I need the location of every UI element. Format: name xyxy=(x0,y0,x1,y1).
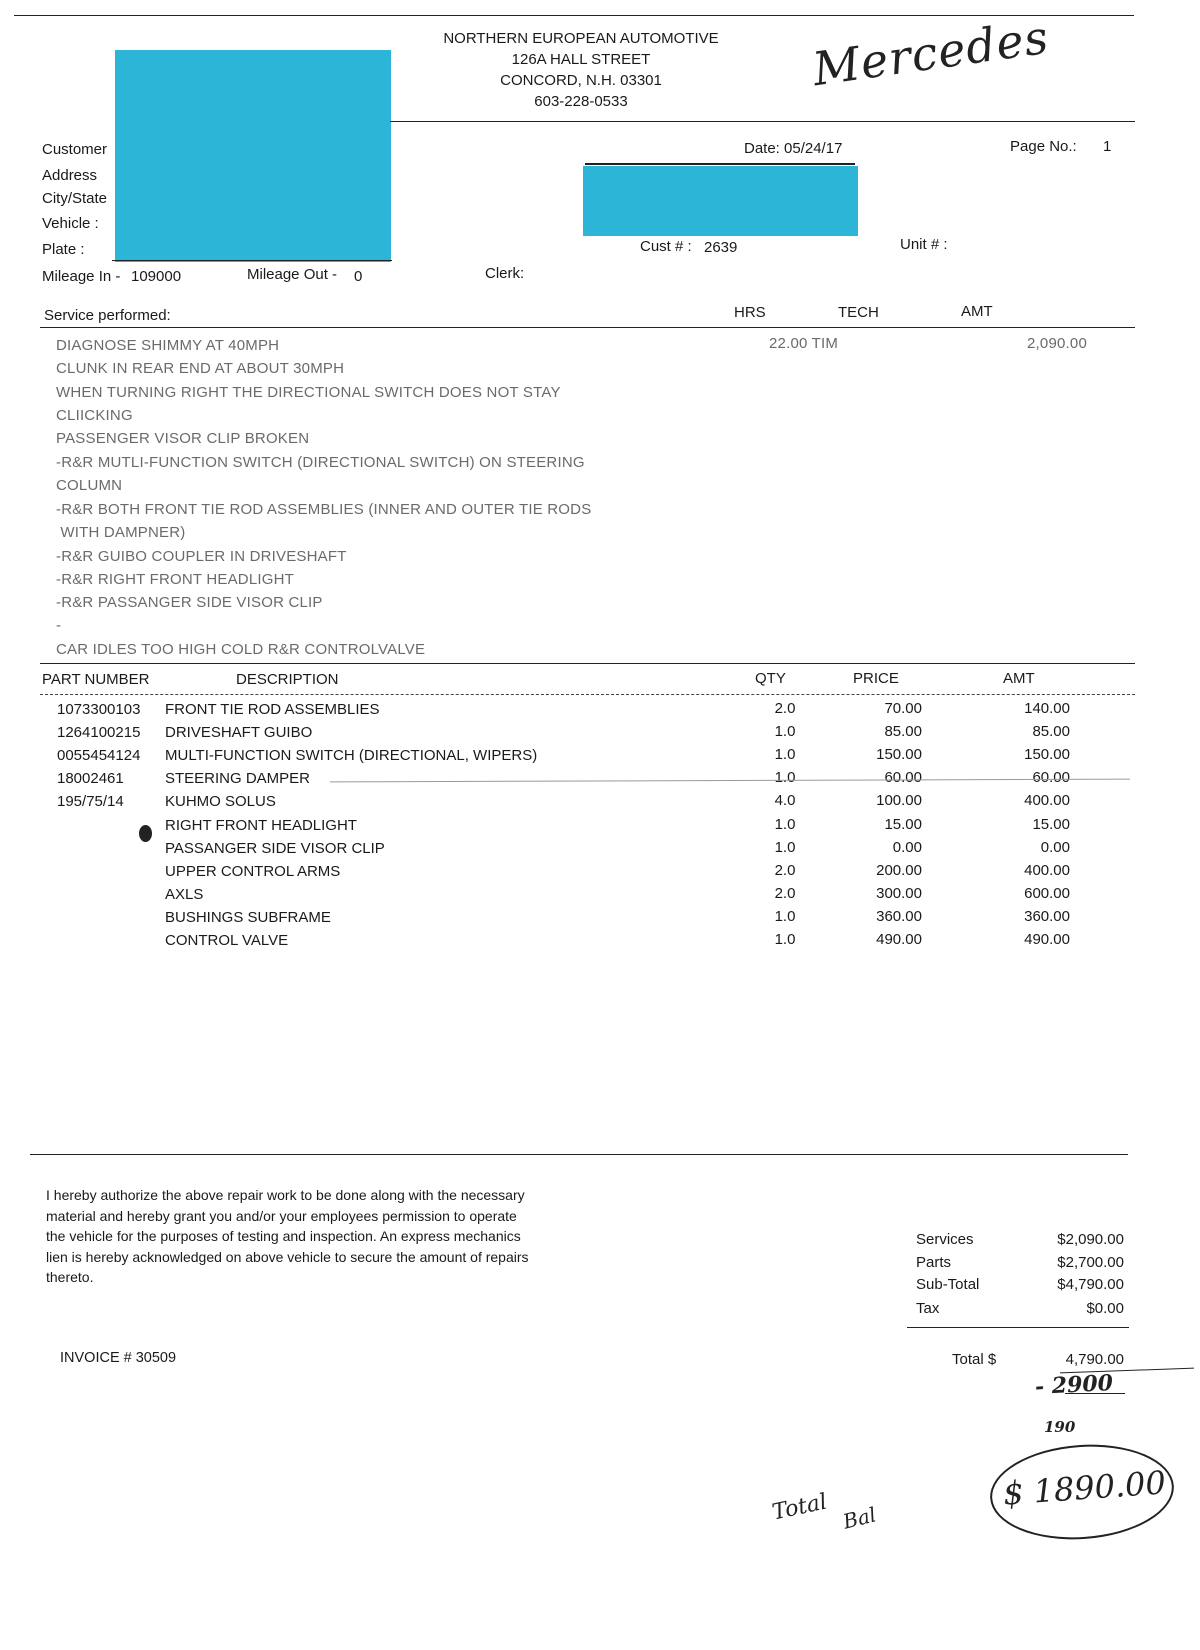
services-total-value: $2,090.00 xyxy=(1057,1231,1124,1248)
service-line: DIAGNOSE SHIMMY AT 40MPH xyxy=(56,337,280,354)
authorization-line: material and hereby grant you and/or your employees permission to operate xyxy=(46,1207,517,1224)
qty-cell: 2.0 xyxy=(774,885,796,902)
description-cell: PASSANGER SIDE VISOR CLIP xyxy=(165,840,385,857)
price-cell: 300.00 xyxy=(876,885,922,902)
qty-cell: 2.0 xyxy=(774,700,796,717)
service-line: -R&R BOTH FRONT TIE ROD ASSEMBLIES (INNER AND OUTER TIE RODS xyxy=(56,501,592,518)
redacted-vehicle-block xyxy=(583,166,858,236)
shop-street: 126A HALL STREET xyxy=(511,51,651,68)
description-cell: UPPER CONTROL ARMS xyxy=(165,863,341,880)
mileage-out-label: Mileage Out - xyxy=(247,266,338,283)
amt-cell: 360.00 xyxy=(1024,908,1070,925)
authorization-line: thereto. xyxy=(46,1269,94,1285)
price-cell: 100.00 xyxy=(876,792,922,809)
amt-cell: 150.00 xyxy=(1024,746,1070,763)
amt-cell: 140.00 xyxy=(1024,700,1070,717)
service-hrs-header: HRS xyxy=(734,304,766,321)
handwritten-strike xyxy=(1065,1393,1125,1394)
description-cell: FRONT TIE ROD ASSEMBLIES xyxy=(165,701,380,718)
qty-cell: 1.0 xyxy=(774,908,796,925)
description-cell: MULTI-FUNCTION SWITCH (DIRECTIONAL, WIPERS) xyxy=(165,747,538,764)
price-header: PRICE xyxy=(853,670,899,687)
tax-value: $0.00 xyxy=(1086,1300,1124,1317)
price-cell: 70.00 xyxy=(884,700,922,717)
amt-cell: 400.00 xyxy=(1024,862,1070,879)
part-number-cell: 1073300103 xyxy=(57,701,141,718)
total-label: Total $ xyxy=(952,1351,997,1368)
clerk-label: Clerk: xyxy=(485,265,525,282)
service-hrs-tech: 22.00 TIM xyxy=(769,335,839,352)
service-amt-header: AMT xyxy=(961,303,993,320)
amt-cell: 85.00 xyxy=(1032,723,1070,740)
plate-label: Plate : xyxy=(42,241,85,258)
service-line: -R&R PASSANGER SIDE VISOR CLIP xyxy=(56,594,323,611)
unit-label: Unit # : xyxy=(900,236,948,253)
description-cell: RIGHT FRONT HEADLIGHT xyxy=(165,817,357,834)
tax-label: Tax xyxy=(916,1300,940,1317)
vehicle-label: Vehicle : xyxy=(42,215,99,232)
subtotal-label: Sub-Total xyxy=(916,1276,980,1293)
service-line: -R&R GUIBO COUPLER IN DRIVESHAFT xyxy=(56,548,347,565)
qty-cell: 4.0 xyxy=(774,792,796,809)
parts-total-value: $2,700.00 xyxy=(1057,1254,1124,1271)
amt-cell: 400.00 xyxy=(1024,792,1070,809)
amt-cell: 490.00 xyxy=(1024,931,1070,948)
price-cell: 60.00 xyxy=(884,769,922,786)
amt-header: AMT xyxy=(1003,670,1035,687)
price-cell: 490.00 xyxy=(876,931,922,948)
shop-city: CONCORD, N.H. 03301 xyxy=(500,72,662,89)
part-number-header: PART NUMBER xyxy=(42,671,150,688)
qty-cell: 1.0 xyxy=(774,816,796,833)
address-label: Address xyxy=(42,167,98,184)
service-line: -R&R MUTLI-FUNCTION SWITCH (DIRECTIONAL SWITCH) ON STEERING xyxy=(56,454,585,471)
service-line: CAR IDLES TOO HIGH COLD R&R CONTROLVALVE xyxy=(56,641,426,658)
page-no: 1 xyxy=(1103,138,1112,155)
description-cell: STEERING DAMPER xyxy=(165,770,311,787)
mileage-in-label: Mileage In - xyxy=(42,268,121,285)
invoice-date: Date: 05/24/17 xyxy=(744,140,843,157)
invoice-number: INVOICE # 30509 xyxy=(60,1350,177,1366)
price-cell: 360.00 xyxy=(876,908,922,925)
part-number-cell: 0055454124 xyxy=(57,747,141,764)
handwritten-small-note: 190 xyxy=(1044,1418,1076,1436)
service-line: WITH DAMPNER) xyxy=(56,524,186,541)
shop-phone: 603-228-0533 xyxy=(534,93,628,110)
city-state-label: City/State xyxy=(42,190,108,207)
handwritten-make: Mercedes xyxy=(809,9,1053,97)
description-cell: AXLS xyxy=(165,886,204,903)
amt-cell: 60.00 xyxy=(1032,769,1070,786)
handwritten-minus: - 2900 xyxy=(1034,1369,1114,1401)
qty-cell: 1.0 xyxy=(774,839,796,856)
mileage-out: 0 xyxy=(354,268,363,285)
qty-cell: 1.0 xyxy=(774,723,796,740)
service-line: CLUNK IN REAR END AT ABOUT 30MPH xyxy=(56,360,345,377)
description-cell: BUSHINGS SUBFRAME xyxy=(165,909,331,926)
amt-cell: 0.00 xyxy=(1040,839,1070,856)
description-header: DESCRIPTION xyxy=(236,671,339,688)
total-value: 4,790.00 xyxy=(1065,1351,1124,1368)
ink-blot xyxy=(139,825,152,842)
authorization-line: I hereby authorize the above repair work to be done along with the necessary xyxy=(46,1187,525,1203)
qty-cell: 2.0 xyxy=(774,862,796,879)
handwritten-bal-word: Bal xyxy=(840,1502,879,1534)
description-cell: CONTROL VALVE xyxy=(165,932,289,949)
description-cell: KUHMO SOLUS xyxy=(165,793,276,810)
price-cell: 15.00 xyxy=(884,816,922,833)
part-number-cell: 18002461 xyxy=(57,770,124,787)
price-cell: 0.00 xyxy=(892,839,922,856)
description-cell: DRIVESHAFT GUIBO xyxy=(165,724,313,741)
service-line: CLIICKING xyxy=(56,407,133,424)
part-number-cell: 1264100215 xyxy=(57,724,141,741)
service-performed-header: Service performed: xyxy=(44,307,171,324)
customer-label: Customer xyxy=(42,141,108,158)
service-amount: 2,090.00 xyxy=(1027,335,1087,352)
shop-name: NORTHERN EUROPEAN AUTOMOTIVE xyxy=(443,30,719,47)
cust-no: 2639 xyxy=(704,239,738,256)
cust-no-label: Cust # : xyxy=(640,238,692,255)
page-no-label: Page No.: xyxy=(1010,138,1077,155)
qty-cell: 1.0 xyxy=(774,746,796,763)
amt-cell: 600.00 xyxy=(1024,885,1070,902)
price-cell: 150.00 xyxy=(876,746,922,763)
service-line: COLUMN xyxy=(56,477,123,494)
amt-cell: 15.00 xyxy=(1032,816,1070,833)
handwritten-circled-total: $ 1890.00 xyxy=(1001,1463,1167,1513)
service-line: WHEN TURNING RIGHT THE DIRECTIONAL SWITCH DOES NOT STAY xyxy=(56,384,561,401)
handwritten-total-word: Total xyxy=(770,1489,830,1526)
services-total-label: Services xyxy=(916,1231,974,1248)
authorization-text xyxy=(46,1185,529,1288)
redacted-customer-block xyxy=(115,50,391,262)
part-number-cell: 195/75/14 xyxy=(57,793,124,810)
service-line: -R&R RIGHT FRONT HEADLIGHT xyxy=(56,571,294,588)
authorization-line: the vehicle for the purposes of testing and inspection. An express mechanics xyxy=(46,1228,521,1244)
authorization-line: lien is hereby acknowledged on above vehicle to secure the amount of repairs xyxy=(46,1248,529,1265)
parts-total-label: Parts xyxy=(916,1254,952,1271)
service-line: PASSENGER VISOR CLIP BROKEN xyxy=(56,430,310,447)
mileage-in: 109000 xyxy=(131,268,182,285)
qty-cell: 1.0 xyxy=(774,931,796,948)
price-cell: 200.00 xyxy=(876,862,922,879)
price-cell: 85.00 xyxy=(884,723,922,740)
subtotal-value: $4,790.00 xyxy=(1057,1276,1124,1293)
service-line: - xyxy=(56,617,62,634)
service-tech-header: TECH xyxy=(838,304,879,321)
qty-header: QTY xyxy=(755,670,786,687)
qty-cell: 1.0 xyxy=(774,769,796,786)
